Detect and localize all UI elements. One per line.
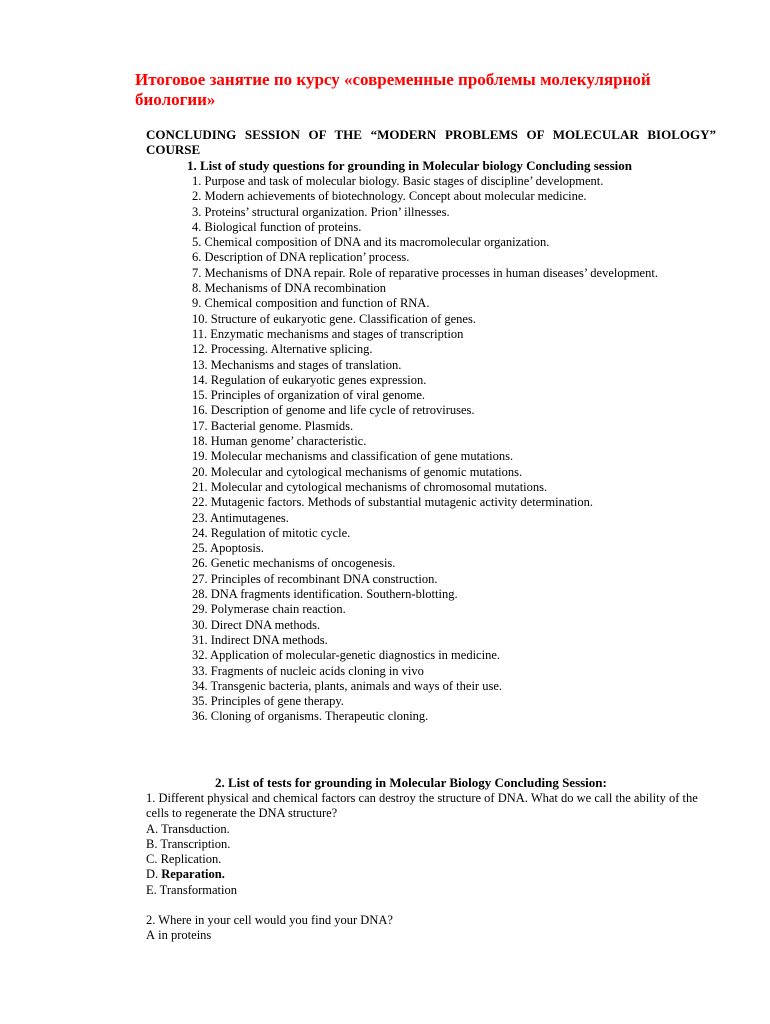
list-item: 4. Biological function of proteins. xyxy=(192,219,362,234)
list-item: 11. Enzymatic mechanisms and stages of transcription xyxy=(192,326,464,341)
list-item: 3. Proteins’ structural organization. Prion’ illnesses. xyxy=(192,204,450,219)
option-letter: D. xyxy=(146,867,159,882)
course-title: CONCLUDING SESSION OF THE “MODERN PROBLEMS OF MOLECULAR BIOLOGY” COURSE xyxy=(146,127,716,157)
option-letter: C. xyxy=(146,852,158,867)
option-text: Transduction. xyxy=(161,821,230,836)
option-letter: E. xyxy=(146,882,157,897)
list-item: 34. Transgenic bacteria, plants, animals and ways of their use. xyxy=(192,678,502,693)
tests-heading: 2. List of tests for grounding in Molecular Biology Concluding Session: xyxy=(215,775,607,790)
test-option xyxy=(146,837,711,852)
list-item: 12. Processing. Alternative splicing. xyxy=(192,342,373,357)
list-item: 8. Mechanisms of DNA recombination xyxy=(192,281,387,296)
list-item: 22. Mutagenic factors. Methods of substantial mutagenic activity determination. xyxy=(192,495,593,510)
list-item: 32. Application of molecular-genetic diagnostics in medicine. xyxy=(192,648,500,663)
list-item: 7. Mechanisms of DNA repair. Role of reparative processes in human diseases’ development. xyxy=(192,265,658,280)
option-text: Reparation. xyxy=(161,867,225,882)
list-item: 16. Description of genome and life cycle of retroviruses. xyxy=(192,403,475,418)
questions-heading: 1. List of study questions for grounding in Molecular biology Concluding session xyxy=(187,158,632,173)
list-item: 13. Mechanisms and stages of translation. xyxy=(192,357,402,372)
option-text: Transformation xyxy=(159,882,237,897)
test-option-correct xyxy=(146,867,711,882)
list-item: 24. Regulation of mitotic cycle. xyxy=(192,525,351,540)
tests-section xyxy=(146,791,711,944)
list-item: 5. Chemical composition of DNA and its macromolecular organization. xyxy=(192,235,550,250)
list-item: 28. DNA fragments identification. Southern-blotting. xyxy=(192,587,458,602)
russian-title: Итоговое занятие по курсу «современные проблемы молекулярной биологии» xyxy=(135,70,651,109)
list-item: 10. Structure of eukaryotic gene. Classification of genes. xyxy=(192,311,476,326)
spacer xyxy=(146,898,711,913)
list-item: 25. Apoptosis. xyxy=(192,541,264,556)
option-letter: A. xyxy=(146,821,159,836)
list-item: 19. Molecular mechanisms and classification of gene mutations. xyxy=(192,449,514,464)
list-item: 2. Modern achievements of biotechnology. Concept about molecular medicine. xyxy=(192,189,587,204)
option-text: Replication. xyxy=(160,852,222,867)
option-letter: A xyxy=(146,928,156,943)
test-question: 1. Different physical and chemical factors can destroy the structure of DNA. What do we call the ability of the cells to regenerate the DNA structure? xyxy=(146,791,698,821)
list-item: 35. Principles of gene therapy. xyxy=(192,694,344,709)
test-option xyxy=(146,852,711,867)
test-option xyxy=(146,883,711,898)
list-item: 14. Regulation of eukaryotic genes expression. xyxy=(192,372,427,387)
list-item: 36. Cloning of organisms. Therapeutic cloning. xyxy=(192,709,429,724)
test-option xyxy=(146,822,711,837)
test-option xyxy=(146,928,711,943)
list-item: 18. Human genome’ characteristic. xyxy=(192,434,367,449)
option-text: in proteins xyxy=(158,928,212,943)
list-item: 1. Purpose and task of molecular biology. Basic stages of discipline’ development. xyxy=(192,174,604,188)
list-item: 6. Description of DNA replication’ process. xyxy=(192,250,410,265)
list-item: 26. Genetic mechanisms of oncogenesis. xyxy=(192,556,396,571)
option-text: Transcription. xyxy=(160,836,231,851)
list-item: 21. Molecular and cytological mechanisms of chromosomal mutations. xyxy=(192,479,548,494)
list-item: 17. Bacterial genome. Plasmids. xyxy=(192,418,354,433)
list-item: 9. Chemical composition and function of RNA. xyxy=(192,296,430,311)
list-item: 31. Indirect DNA methods. xyxy=(192,632,328,647)
study-questions-list xyxy=(146,174,716,725)
list-item: 30. Direct DNA methods. xyxy=(192,617,321,632)
test-question: 2. Where in your cell would you find your DNA? xyxy=(146,913,393,928)
list-item: 20. Molecular and cytological mechanisms of genomic mutations. xyxy=(192,464,523,479)
option-letter: B. xyxy=(146,836,158,851)
list-item: 15. Principles of organization of viral genome. xyxy=(192,388,426,403)
list-item: 27. Principles of recombinant DNA construction. xyxy=(192,571,438,586)
list-item: 23. Antimutagenes. xyxy=(192,510,289,525)
list-item: 33. Fragments of nucleic acids cloning in vivo xyxy=(192,663,424,678)
list-item: 29. Polymerase chain reaction. xyxy=(192,602,346,617)
